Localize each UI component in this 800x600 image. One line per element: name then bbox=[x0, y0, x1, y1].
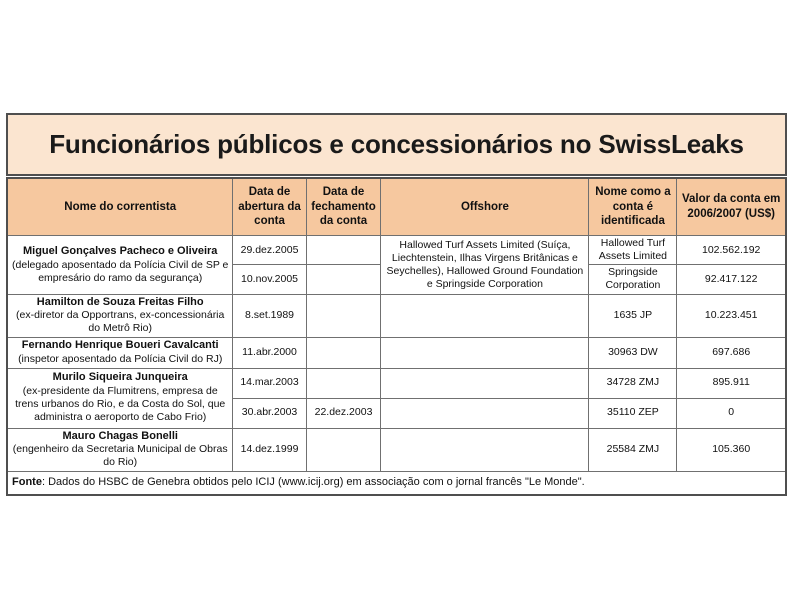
table-row-fernando bbox=[7, 337, 786, 368]
account-holder-name: Mauro Chagas Bonelli bbox=[62, 429, 178, 442]
cell-offshore bbox=[381, 398, 589, 428]
table-row-murilo-1 bbox=[7, 368, 786, 398]
column-header-fechamento: Data de fechamento da conta bbox=[306, 178, 381, 236]
cell-abertura: 10.nov.2005 bbox=[233, 265, 306, 294]
cell-valor: 105.360 bbox=[677, 428, 786, 471]
header-row bbox=[7, 178, 786, 236]
cell-valor: 102.562.192 bbox=[677, 236, 786, 265]
cell-valor: 10.223.451 bbox=[677, 294, 786, 337]
cell-fechamento bbox=[306, 428, 381, 471]
source-row bbox=[7, 471, 786, 495]
cell-nome bbox=[7, 236, 233, 295]
column-header-nome: Nome do correntista bbox=[7, 178, 233, 236]
cell-valor: 895.911 bbox=[677, 368, 786, 398]
cell-conta: 1635 JP bbox=[589, 294, 677, 337]
account-holder-name: Fernando Henrique Boueri Cavalcanti bbox=[21, 339, 219, 352]
cell-fechamento: 22.dez.2003 bbox=[306, 398, 381, 428]
account-holder-name: Murilo Siqueira Junqueira bbox=[52, 371, 188, 384]
cell-valor: 0 bbox=[677, 398, 786, 428]
cell-fechamento bbox=[306, 337, 381, 368]
cell-offshore bbox=[381, 368, 589, 398]
source-cell bbox=[7, 471, 786, 495]
cell-offshore bbox=[381, 428, 589, 471]
table-row-mauro bbox=[7, 428, 786, 471]
account-holder-desc: (inspetor aposentado da Polícia Civil do RJ) bbox=[18, 352, 223, 365]
table-row-hamilton bbox=[7, 294, 786, 337]
column-header-valor: Valor da conta em 2006/2007 (US$) bbox=[677, 178, 786, 236]
cell-abertura: 14.mar.2003 bbox=[233, 368, 306, 398]
column-header-offshore: Offshore bbox=[381, 178, 589, 236]
cell-conta: 25584 ZMJ bbox=[589, 428, 677, 471]
account-holder-desc: (ex-diretor da Opportrans, ex-concessionária do Metrô Rio) bbox=[16, 309, 225, 335]
cell-conta: Hallowed Turf Assets Limited bbox=[589, 236, 677, 265]
cell-nome bbox=[7, 337, 233, 368]
cell-nome bbox=[7, 428, 233, 471]
cell-nome bbox=[7, 294, 233, 337]
swissleaks-infographic bbox=[6, 113, 787, 496]
account-holder-desc: (engenheiro da Secretaria Municipal de Obras do Rio) bbox=[12, 443, 228, 469]
cell-fechamento bbox=[306, 368, 381, 398]
source-label: Fonte bbox=[12, 475, 42, 488]
source-text: : Dados do HSBC de Genebra obtidos pelo ICIJ (www.icij.org) em associação com o jornal francês "Le Monde". bbox=[41, 475, 585, 488]
table-row-miguel-1 bbox=[7, 236, 786, 265]
cell-nome bbox=[7, 368, 233, 428]
cell-offshore: Hallowed Turf Assets Limited (Suíça, Liechtenstein, Ilhas Virgens Britânicas e Seychelles), Hallowed Ground Foundation e Springside Corporation bbox=[381, 236, 589, 295]
cell-conta: 35110 ZEP bbox=[589, 398, 677, 428]
cell-conta: Springside Corporation bbox=[589, 265, 677, 294]
account-holder-desc: (ex-presidente da Flumitrens, empresa de trens urbanos do Rio, e da Costa do Sol, que administra o aeroporto de Cabo Frio) bbox=[15, 385, 226, 424]
cell-valor: 92.417.122 bbox=[677, 265, 786, 294]
cell-offshore bbox=[381, 337, 589, 368]
cell-fechamento bbox=[306, 236, 381, 265]
column-header-conta-identificada: Nome como a conta é identificada bbox=[589, 178, 677, 236]
accounts-table bbox=[6, 177, 787, 496]
cell-abertura: 11.abr.2000 bbox=[233, 337, 306, 368]
cell-fechamento bbox=[306, 294, 381, 337]
cell-abertura: 30.abr.2003 bbox=[233, 398, 306, 428]
cell-valor: 697.686 bbox=[677, 337, 786, 368]
cell-conta: 30963 DW bbox=[589, 337, 677, 368]
cell-fechamento bbox=[306, 265, 381, 294]
column-header-abertura: Data de abertura da conta bbox=[233, 178, 306, 236]
account-holder-name: Hamilton de Souza Freitas Filho bbox=[36, 295, 204, 308]
page-title: Funcionários públicos e concessionários no SwissLeaks bbox=[6, 113, 787, 176]
account-holder-name: Miguel Gonçalves Pacheco e Oliveira bbox=[22, 244, 218, 257]
cell-abertura: 29.dez.2005 bbox=[233, 236, 306, 265]
cell-abertura: 8.set.1989 bbox=[233, 294, 306, 337]
account-holder-desc: (delegado aposentado da Polícia Civil de SP e empresário do ramo da segurança) bbox=[12, 258, 229, 284]
cell-conta: 34728 ZMJ bbox=[589, 368, 677, 398]
cell-abertura: 14.dez.1999 bbox=[233, 428, 306, 471]
cell-offshore bbox=[381, 294, 589, 337]
